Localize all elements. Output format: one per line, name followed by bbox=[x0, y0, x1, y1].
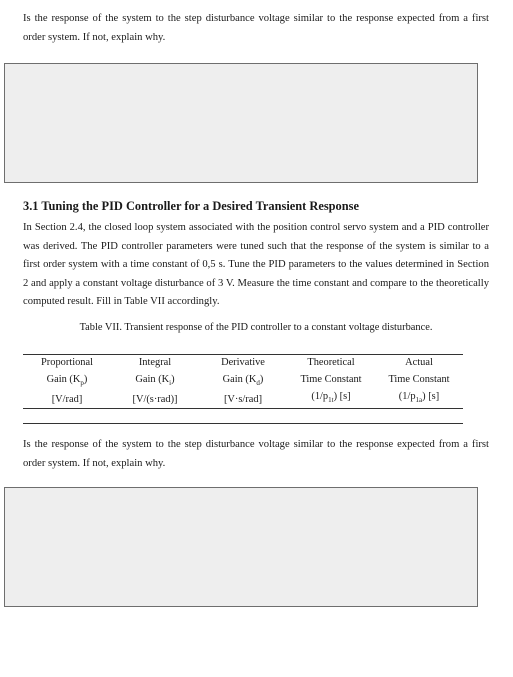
header-derivative-gain: Derivative Gain $(K_d)$ [V·s/rad] bbox=[221, 357, 265, 405]
header-theoretical-time-constant: Theoretical Time Constant $(1/p_{1t})$ [s] bbox=[300, 357, 362, 404]
header-actual-time-constant: Actual Time Constant $(1/p_{1a})$ [s] bbox=[388, 357, 450, 404]
table-entry-row[interactable] bbox=[23, 409, 463, 423]
answer-box-2[interactable] bbox=[4, 487, 478, 607]
question-1-text: Is the response of the system to the step disturbance voltage similar to the response expected from a first order system. If not, explain why. bbox=[23, 13, 489, 43]
header-proportional-gain: Proportional Gain $(K_p)$ [V/rad] bbox=[41, 357, 93, 405]
table-bottom-rule bbox=[23, 423, 463, 424]
table-header-row bbox=[23, 355, 463, 408]
header-integral-gain: Integral Gain $(K_i)$ [V/(s·rad)] bbox=[132, 357, 178, 405]
table-caption: Table VII. Transient response of the PID controller to a constant voltage disturbance. bbox=[79, 322, 433, 333]
section-body-text: In Section 2.4, the closed loop system associated with the position control servo system and a PID controller was derived. The PID controller parameters were tuned such that the response of the system is similar to a first order system with a time constant of 0,5 s. Tune the PID parameters to the values determined in Section 2 and apply a constant voltage disturbance of 3 V. Measure the time constant and compare to the theoretically computed result. Fill in Table VII accordingly. bbox=[23, 222, 489, 307]
pid-table bbox=[23, 354, 463, 424]
question-2-text: Is the response of the system to the step disturbance voltage similar to the response expected from a first order system. If not, explain why. bbox=[23, 439, 489, 469]
answer-box-1[interactable] bbox=[4, 63, 478, 183]
section-heading: 3.1 Tuning the PID Controller for a Desired Transient Response bbox=[23, 199, 359, 213]
